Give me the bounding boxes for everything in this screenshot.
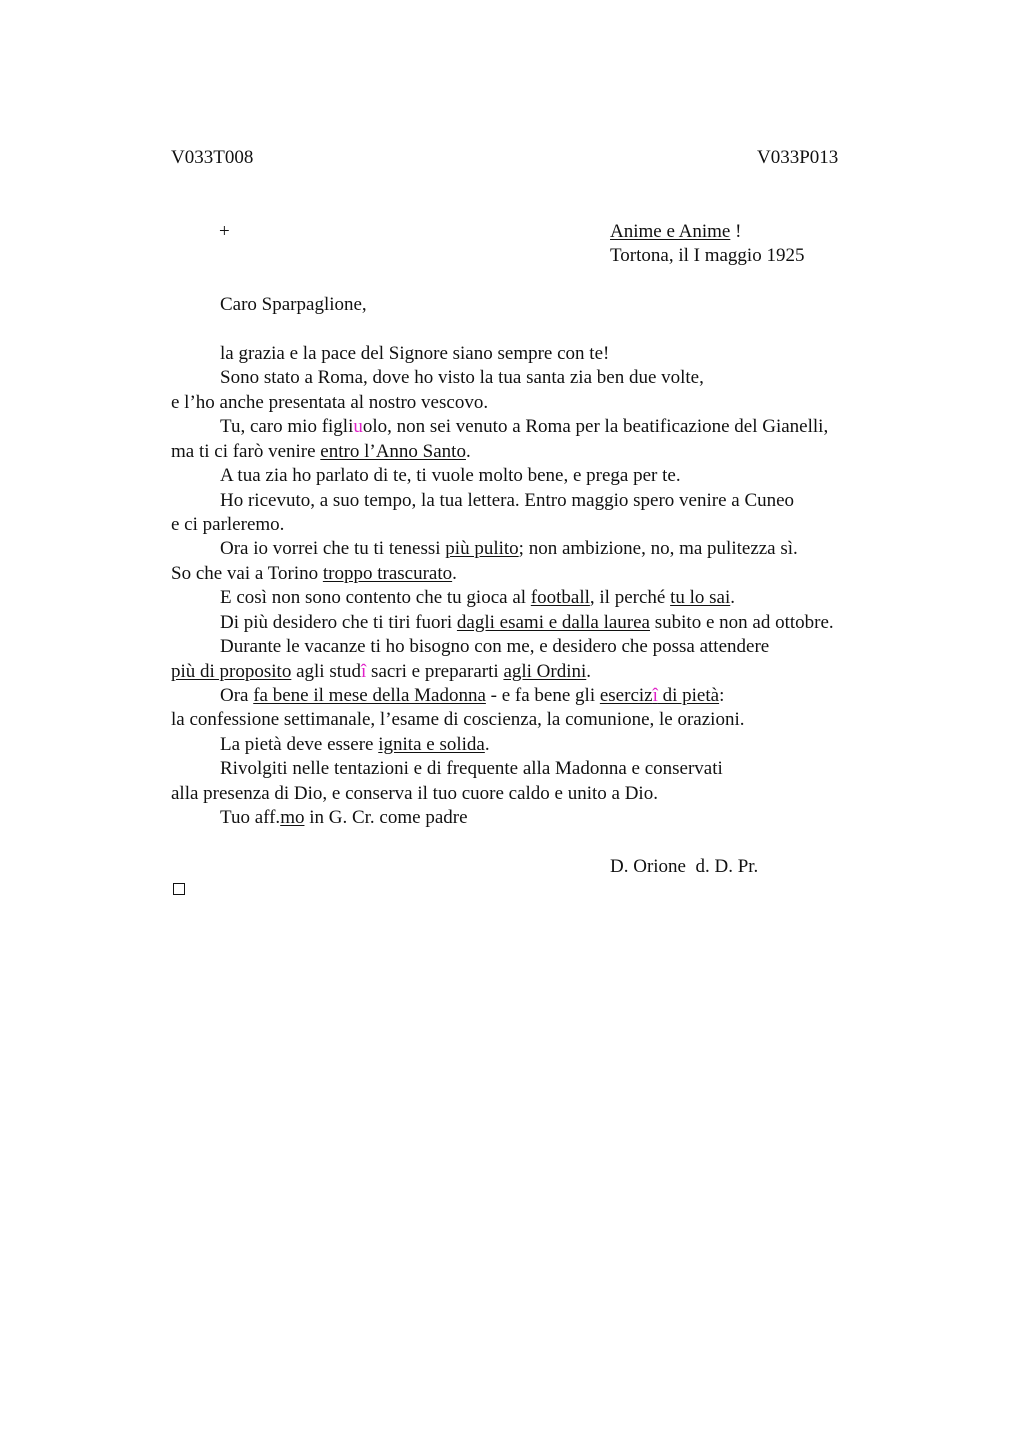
body-line: alla presenza di Dio, e conserva il tuo cuore caldo e unito a Dio. — [171, 783, 658, 804]
end-square-mark — [173, 883, 185, 895]
text-run: - e fa bene gli — [485, 685, 600, 706]
text-run: E così non sono contento che tu gioca al — [220, 587, 531, 608]
text-run: . — [586, 661, 592, 682]
underlined-phrase: troppo trascurato — [322, 563, 453, 584]
body-line: Sono stato a Roma, dove ho visto la tua santa zia ben due volte, — [220, 367, 704, 388]
body-line — [220, 733, 490, 757]
underlined-phrase: mo — [280, 807, 305, 828]
text-run: . — [465, 441, 471, 462]
underlined-phrase: fa bene il mese della Madonna — [253, 685, 486, 706]
text-run: Tu, caro mio figli — [220, 416, 354, 437]
page-code-right: V033P013 — [757, 147, 839, 168]
text-run: . — [730, 587, 736, 608]
underlined-phrase: più pulito — [445, 538, 519, 559]
body-line — [220, 586, 735, 610]
closing-line — [220, 806, 468, 830]
text-run: So che vai a Torino — [171, 563, 323, 584]
underlined-phrase: football — [530, 587, 590, 608]
underlined-phrase: più di proposito — [171, 661, 292, 682]
underlined-phrase: entro l’Anno Santo — [320, 441, 466, 462]
underlined-phrase: agli Ordini — [503, 661, 587, 682]
text-run: sacri e prepararti — [366, 661, 504, 682]
text-run: Ora io vorrei che tu ti tenessi — [220, 538, 446, 559]
text-run: . — [484, 734, 490, 755]
body-line: e l’ho anche presentata al nostro vescovo. — [171, 392, 489, 413]
highlighted-letter: î — [652, 685, 658, 706]
underlined-phrase: ignita e solida — [378, 734, 485, 755]
body-line: la grazia e la pace del Signore siano sempre con te! — [220, 343, 610, 364]
text-run: agli stud — [291, 661, 362, 682]
body-line: Ho ricevuto, a suo tempo, la tua lettera. Entro maggio spero venire a Cuneo — [220, 490, 795, 511]
text-run: di pietà — [657, 685, 720, 706]
body-line — [220, 684, 724, 708]
body-line: Rivolgiti nelle tentazioni e di frequente alla Madonna e conservati — [220, 758, 723, 779]
text-run: : — [719, 685, 725, 706]
body-line — [220, 415, 828, 439]
motto-suffix: ! — [730, 221, 742, 242]
text-run: . — [452, 563, 457, 584]
body-line — [171, 660, 591, 684]
text-run: ma ti ci farò venire — [171, 441, 321, 462]
signature: D. Orione d. D. Pr. — [610, 856, 759, 877]
motto-underlined: Anime e Anime — [610, 221, 731, 242]
highlighted-letter: î — [361, 661, 367, 682]
body-line: la confessione settimanale, l’esame di coscienza, la comunione, le orazioni. — [171, 709, 745, 730]
text-run: , il perché — [589, 587, 671, 608]
doc-code-left: V033T008 — [171, 147, 254, 168]
underlined-phrase: tu lo sai — [670, 587, 731, 608]
text-run: subito e non ad ottobre. — [650, 612, 834, 633]
text-run: Di più desidero che ti tiri fuori — [220, 612, 457, 633]
text-run: olo, non sei venuto a Roma per la beatificazione del Gianelli, — [362, 416, 829, 437]
text-run: eserciz — [599, 685, 653, 706]
place-date: Tortona, il I maggio 1925 — [610, 245, 805, 266]
cross-mark: + — [219, 221, 230, 242]
underlined-phrase: dagli esami e dalla laurea — [456, 612, 650, 633]
salutation: Caro Sparpaglione, — [220, 294, 367, 315]
body-line: Durante le vacanze ti ho bisogno con me, e desidero che possa attendere — [220, 636, 770, 657]
underlined-phrase — [600, 685, 719, 706]
text-run: La pietà deve essere — [220, 734, 379, 755]
body-line — [220, 537, 798, 561]
body-line — [171, 562, 457, 586]
text-run: in G. Cr. come padre — [304, 807, 468, 828]
text-run: ; non ambizione, no, ma pulitezza sì. — [518, 538, 798, 559]
body-line: e ci parleremo. — [171, 514, 285, 535]
text-run: Tuo aff. — [220, 807, 281, 828]
body-line — [171, 440, 471, 464]
text-run: Ora — [220, 685, 254, 706]
highlighted-letter: u — [353, 416, 363, 437]
body-line — [220, 611, 834, 635]
body-line: A tua zia ho parlato di te, ti vuole molto bene, e prega per te. — [220, 465, 681, 486]
motto — [610, 220, 741, 244]
